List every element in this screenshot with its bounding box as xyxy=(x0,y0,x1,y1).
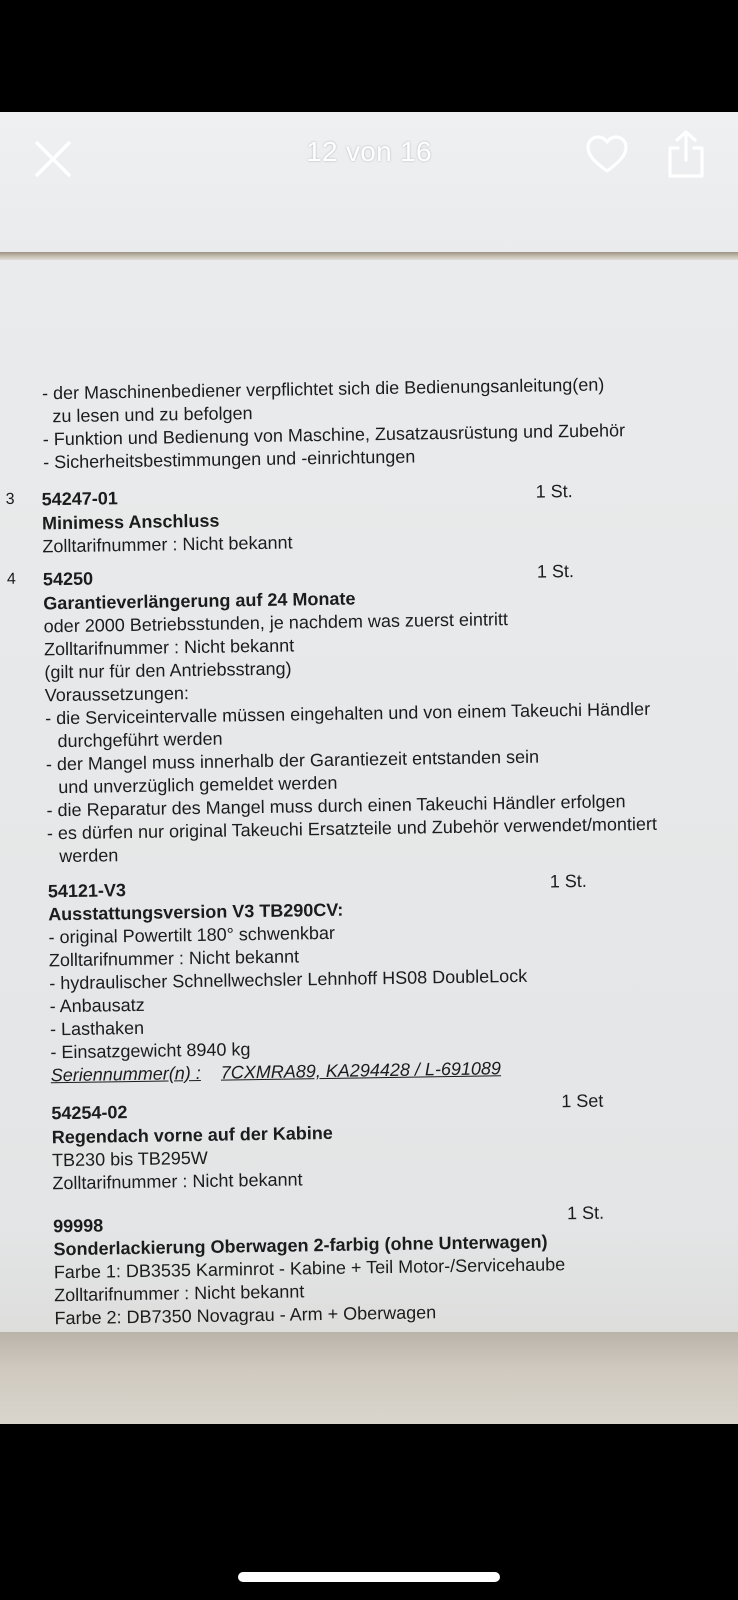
item-line: und unverzüglich gemeldet werden xyxy=(58,772,338,798)
item-title: Minimess Anschluss xyxy=(41,510,220,534)
serial-number-row xyxy=(51,1058,502,1086)
heart-icon xyxy=(584,132,630,178)
favorite-button[interactable] xyxy=(584,132,630,178)
item-line: - Einsatzgewicht 8940 kg xyxy=(50,1039,251,1063)
item-line: - hydraulischer Schnellwechsler Lehnhoff HS08 DoubleLock xyxy=(49,965,528,994)
item-line: TB230 bis TB295W xyxy=(51,1147,208,1171)
paper-fold-edge xyxy=(0,252,738,260)
item-line: Voraussetzungen: xyxy=(44,683,190,706)
item-line: Zolltarifnummer : Nicht bekannt xyxy=(42,532,293,557)
image-counter: 12 von 16 xyxy=(306,136,432,167)
item-number: 54247-01 xyxy=(41,488,118,510)
item-line: Farbe 2: DB7350 Novagrau - Arm + Oberwagen xyxy=(54,1302,437,1329)
item-quantity: 1 St. xyxy=(566,1202,605,1224)
item-number: 99998 xyxy=(52,1215,104,1237)
item-title: Regendach vorne auf der Kabine xyxy=(51,1122,333,1148)
item-line: - es dürfen nur original Takeuchi Ersatzteile und Zubehör verwendet/montiert xyxy=(46,813,658,844)
item-line: Zolltarifnummer : Nicht bekannt xyxy=(48,946,300,971)
item-line: werden xyxy=(59,845,119,867)
item-line: Farbe 1: DB3535 Karminrot - Kabine + Teil Motor-/Servicehaube xyxy=(53,1254,566,1283)
position-marker: 3 xyxy=(5,490,15,508)
item-number: 54254-02 xyxy=(51,1102,128,1124)
item-line: - Lasthaken xyxy=(49,1017,145,1040)
item-line: Zolltarifnummer : Nicht bekannt xyxy=(43,635,295,660)
item-quantity: 1 St. xyxy=(536,561,575,582)
item-number: 54250 xyxy=(42,568,94,590)
share-icon xyxy=(664,128,708,180)
position-marker: 4 xyxy=(6,570,16,588)
serial-number-label: Seriennummer(n) : xyxy=(50,1062,201,1086)
item-line: - Anbausatz xyxy=(49,994,145,1017)
intro-line: - der Maschinenbediener verpflichtet sich die Bedienungsanleitung(en) xyxy=(41,374,605,404)
item-line: durchgeführt werden xyxy=(57,728,223,752)
intro-line: - Sicherheitsbestimmungen und -einrichtungen xyxy=(42,446,416,473)
item-quantity: 1 Set xyxy=(561,1090,604,1112)
item-title: Sonderlackierung Oberwagen 2-farbig (ohne Unterwagen) xyxy=(53,1231,548,1260)
item-line: - die Serviceintervalle müssen eingehalten und von einem Takeuchi Händler xyxy=(44,698,651,729)
item-quantity: 1 St. xyxy=(549,870,587,892)
item-line: Zolltarifnummer : Nicht bekannt xyxy=(52,1169,303,1194)
item-number: 54121-V3 xyxy=(47,880,127,902)
item-line: - original Powertilt 180° schwenkbar xyxy=(48,922,336,948)
intro-line: - Funktion und Bedienung von Maschine, Zusatzausrüstung und Zubehör xyxy=(42,420,626,450)
item-quantity: 1 St. xyxy=(535,481,573,502)
serial-number-value: 7CXMRA89, KA294428 / L-691089 xyxy=(220,1058,502,1083)
item-line: oder 2000 Betriebsstunden, je nachdem was zuerst eintritt xyxy=(43,609,509,637)
item-line: (gilt nur für den Antriebsstrang) xyxy=(44,658,292,683)
home-indicator[interactable] xyxy=(238,1572,500,1582)
table-surface xyxy=(0,1332,738,1424)
item-line: - der Mangel muss innerhalb der Garantiezeit entstanden sein xyxy=(45,746,540,775)
item-line: Zolltarifnummer : Nicht bekannt xyxy=(54,1281,305,1306)
item-title: Ausstattungsversion V3 TB290CV: xyxy=(48,899,344,925)
item-title: Garantieverlängerung auf 24 Monate xyxy=(43,588,356,614)
share-button[interactable] xyxy=(664,128,708,180)
item-line: - die Reparatur des Mangel muss durch einen Takeuchi Händler erfolgen xyxy=(46,791,626,821)
viewer-toolbar xyxy=(0,112,738,208)
document-photo xyxy=(0,112,738,1424)
intro-line: zu lesen und zu befolgen xyxy=(52,403,253,427)
